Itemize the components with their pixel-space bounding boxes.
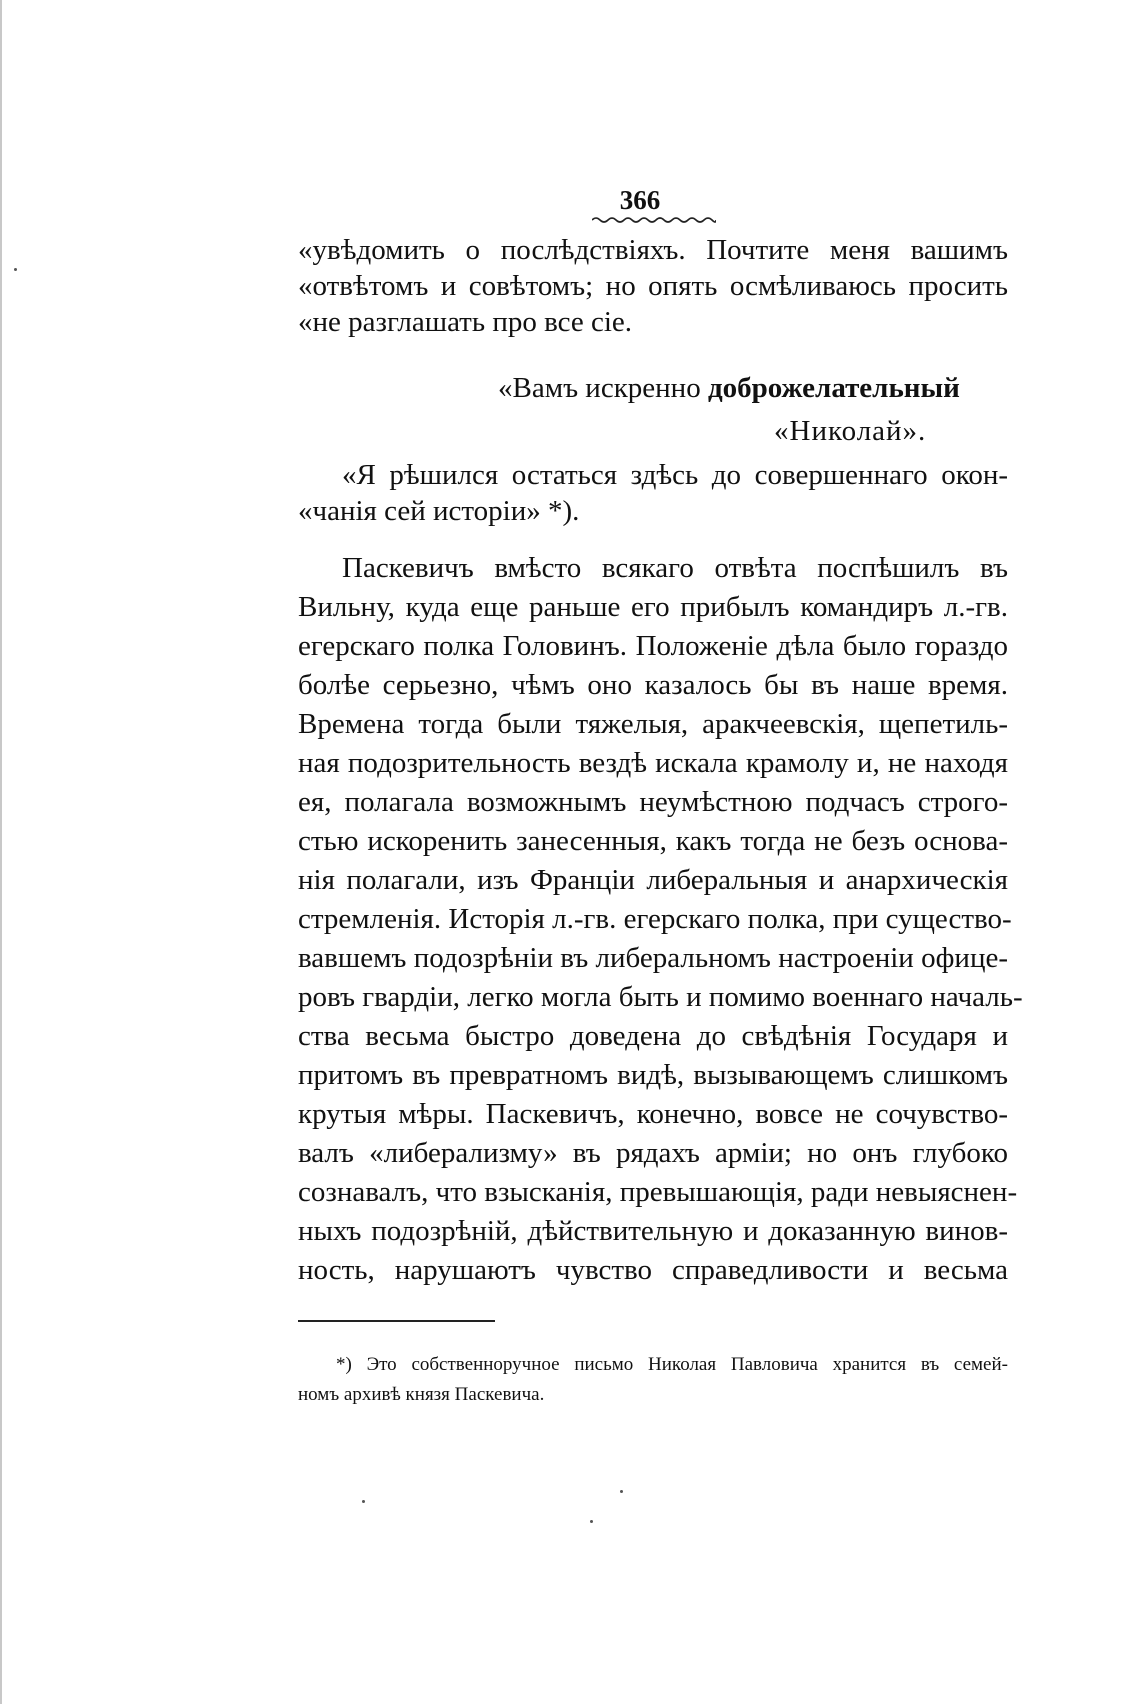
body-line: болѣе серьезно, чѣмъ оно казалось бы въ наше время. <box>298 669 1008 701</box>
footnote-line: номъ архивѣ князя Паскевича. <box>298 1384 545 1405</box>
scan-speck <box>620 1490 623 1493</box>
body-line: притомъ въ превратномъ видѣ, вызывающемъ слишкомъ <box>298 1059 1008 1091</box>
body-line: крутыя мѣры. Паскевичъ, конечно, вовсе не сочувство- <box>298 1098 1008 1130</box>
body-line: валъ «либерализму» въ рядахъ арміи; но онъ глубоко <box>298 1137 1008 1169</box>
footnote-line: *) Это собственноручное письмо Николая Павловича хранится въ семей- <box>336 1354 1008 1375</box>
scan-speck <box>362 1500 365 1503</box>
signature-prefix: «Вамъ искренно <box>498 372 708 404</box>
letter-line: «отвѣтомъ и совѣтомъ; но опять осмѣливаюсь просить <box>298 270 1008 302</box>
letter-line: «увѣдомить о послѣдствіяхъ. Почтите меня вашимъ <box>298 234 1008 266</box>
body-line: Времена тогда были тяжелыя, аракчеевскія, щепетиль- <box>298 708 1008 740</box>
signature-name: «Николай». <box>774 415 927 447</box>
letter-line: «не разглашать про все сіе. <box>298 306 633 338</box>
page-number: 366 <box>619 185 661 215</box>
signature-bold-word: доброжелательный <box>707 372 960 404</box>
signature-line-1 <box>498 368 960 408</box>
body-line: Паскевичъ вмѣсто всякаго отвѣта поспѣшилъ въ <box>342 552 1008 584</box>
body-line: ства весьма быстро доведена до свѣдѣнія Государя и <box>298 1020 1008 1052</box>
body-line: вавшемъ подозрѣніи въ либеральномъ настроеніи офице- <box>298 942 1008 974</box>
scan-speck <box>590 1520 593 1523</box>
body-line: ея, полагала возможнымъ неумѣстною подчасъ строго- <box>298 786 1008 818</box>
body-line: стью искоренить занесенныя, какъ тогда не безъ основа- <box>298 825 1008 857</box>
page-edge-shadow <box>0 0 2 1704</box>
body-line: ровъ гвардіи, легко могла быть и помимо военнаго началь- <box>298 981 1023 1013</box>
postscript-line: «Я рѣшился остаться здѣсь до совершеннаго окон- <box>342 459 1008 491</box>
footnote-divider <box>298 1320 495 1322</box>
body-line: сознавалъ, что взысканія, превышающія, ради невыяснен- <box>298 1176 1018 1208</box>
body-line: ная подозрительность вездѣ искала крамолу и, не находя <box>298 747 1008 779</box>
body-line: ность, нарушаютъ чувство справедливости и весьма <box>298 1254 1008 1286</box>
body-line: ныхъ подозрѣній, дѣйствительную и доказанную винов- <box>298 1215 1008 1247</box>
page-number-ornament <box>592 215 716 225</box>
scan-speck <box>14 268 17 271</box>
body-line: стремленія. Исторія л.-гв. егерскаго полка, при существо- <box>298 903 1012 935</box>
postscript-line: «чанія сей исторіи» *). <box>298 495 580 527</box>
body-line: егерскаго полка Головинъ. Положеніе дѣла было гораздо <box>298 630 1008 662</box>
body-line: нія полагали, изъ Франціи либеральныя и анархическія <box>298 864 1008 896</box>
body-line: Вильну, куда еще раньше его прибылъ командиръ л.-гв. <box>298 591 1008 623</box>
